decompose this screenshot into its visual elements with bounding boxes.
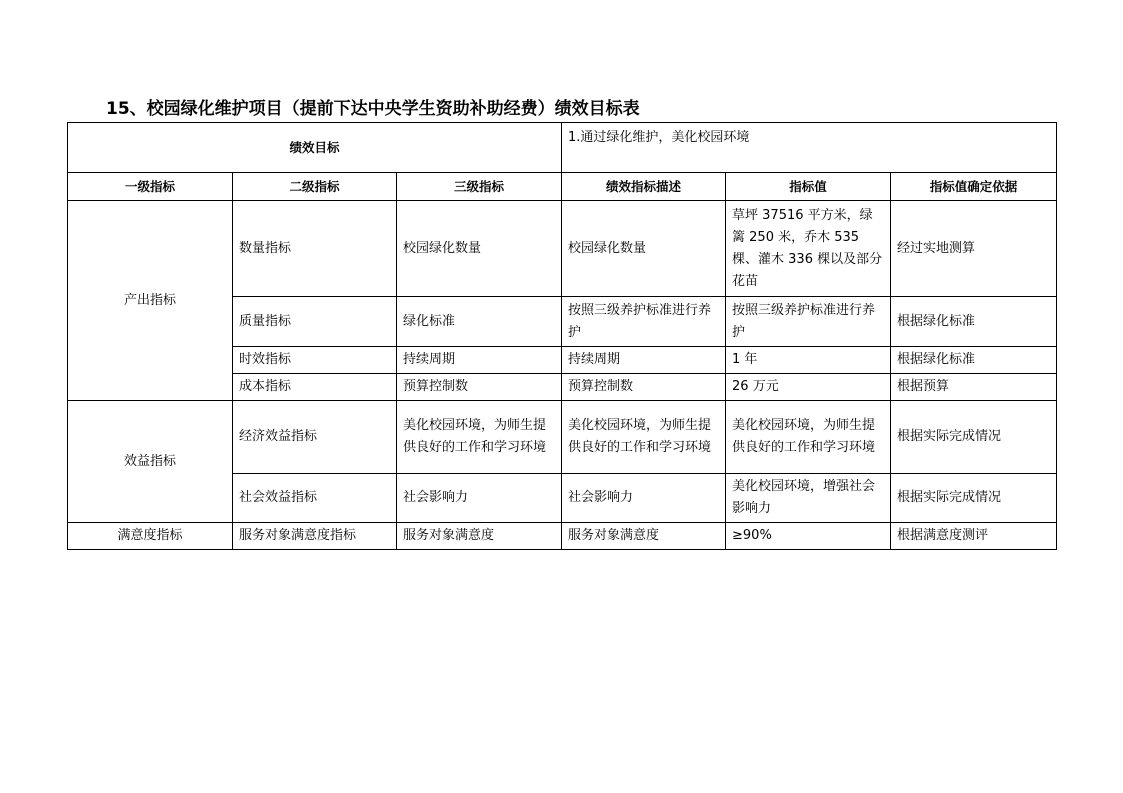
basis-cell: 根据实际完成情况 (891, 474, 1057, 523)
level1-cell: 产出指标 (68, 201, 233, 401)
document-title: 15、校园绿化维护项目（提前下达中央学生资助补助经费）绩效目标表 (106, 99, 640, 119)
goal-label: 绩效目标 (68, 123, 562, 173)
description-cell: 美化校园环境，为师生提供良好的工作和学习环境 (562, 401, 726, 474)
value-cell: 美化校园环境，增强社会影响力 (726, 474, 891, 523)
description-cell: 社会影响力 (562, 474, 726, 523)
level1-cell: 效益指标 (68, 401, 233, 523)
level3-cell: 绿化标准 (397, 297, 562, 347)
level3-cell: 美化校园环境，为师生提供良好的工作和学习环境 (397, 401, 562, 474)
level2-cell: 数量指标 (233, 201, 397, 297)
level2-cell: 时效指标 (233, 347, 397, 374)
basis-cell: 根据绿化标准 (891, 347, 1057, 374)
value-cell: 26 万元 (726, 374, 891, 401)
header-row (68, 173, 1057, 201)
value-cell: ≥90% (726, 523, 891, 550)
description-cell: 预算控制数 (562, 374, 726, 401)
description-cell: 服务对象满意度 (562, 523, 726, 550)
basis-cell: 根据预算 (891, 374, 1057, 401)
description-cell: 按照三级养护标准进行养护 (562, 297, 726, 347)
level2-cell: 服务对象满意度指标 (233, 523, 397, 550)
table-row (68, 401, 1057, 474)
level2-cell: 经济效益指标 (233, 401, 397, 474)
goal-text: 1.通过绿化维护，美化校园环境 (562, 123, 1057, 173)
level3-cell: 校园绿化数量 (397, 201, 562, 297)
basis-cell: 根据绿化标准 (891, 297, 1057, 347)
description-cell: 持续周期 (562, 347, 726, 374)
level1-cell: 满意度指标 (68, 523, 233, 550)
level3-cell: 预算控制数 (397, 374, 562, 401)
value-cell: 1 年 (726, 347, 891, 374)
level2-cell: 社会效益指标 (233, 474, 397, 523)
header-level3: 三级指标 (397, 173, 562, 201)
basis-cell: 经过实地测算 (891, 201, 1057, 297)
basis-cell: 根据满意度测评 (891, 523, 1057, 550)
header-value: 指标值 (726, 173, 891, 201)
level3-cell: 社会影响力 (397, 474, 562, 523)
value-cell: 按照三级养护标准进行养护 (726, 297, 891, 347)
table-row (68, 201, 1057, 297)
level2-cell: 成本指标 (233, 374, 397, 401)
value-cell: 美化校园环境，为师生提供良好的工作和学习环境 (726, 401, 891, 474)
level2-cell: 质量指标 (233, 297, 397, 347)
goal-row (68, 123, 1057, 173)
header-basis: 指标值确定依据 (891, 173, 1057, 201)
table-row (68, 523, 1057, 550)
header-level2: 二级指标 (233, 173, 397, 201)
value-cell: 草坪 37516 平方米，绿篱 250 米，乔木 535 棵、灌木 336 棵以及部分花苗 (726, 201, 891, 297)
header-level1: 一级指标 (68, 173, 233, 201)
basis-cell: 根据实际完成情况 (891, 401, 1057, 474)
performance-target-table (67, 122, 1057, 550)
header-description: 绩效指标描述 (562, 173, 726, 201)
level3-cell: 持续周期 (397, 347, 562, 374)
description-cell: 校园绿化数量 (562, 201, 726, 297)
level3-cell: 服务对象满意度 (397, 523, 562, 550)
